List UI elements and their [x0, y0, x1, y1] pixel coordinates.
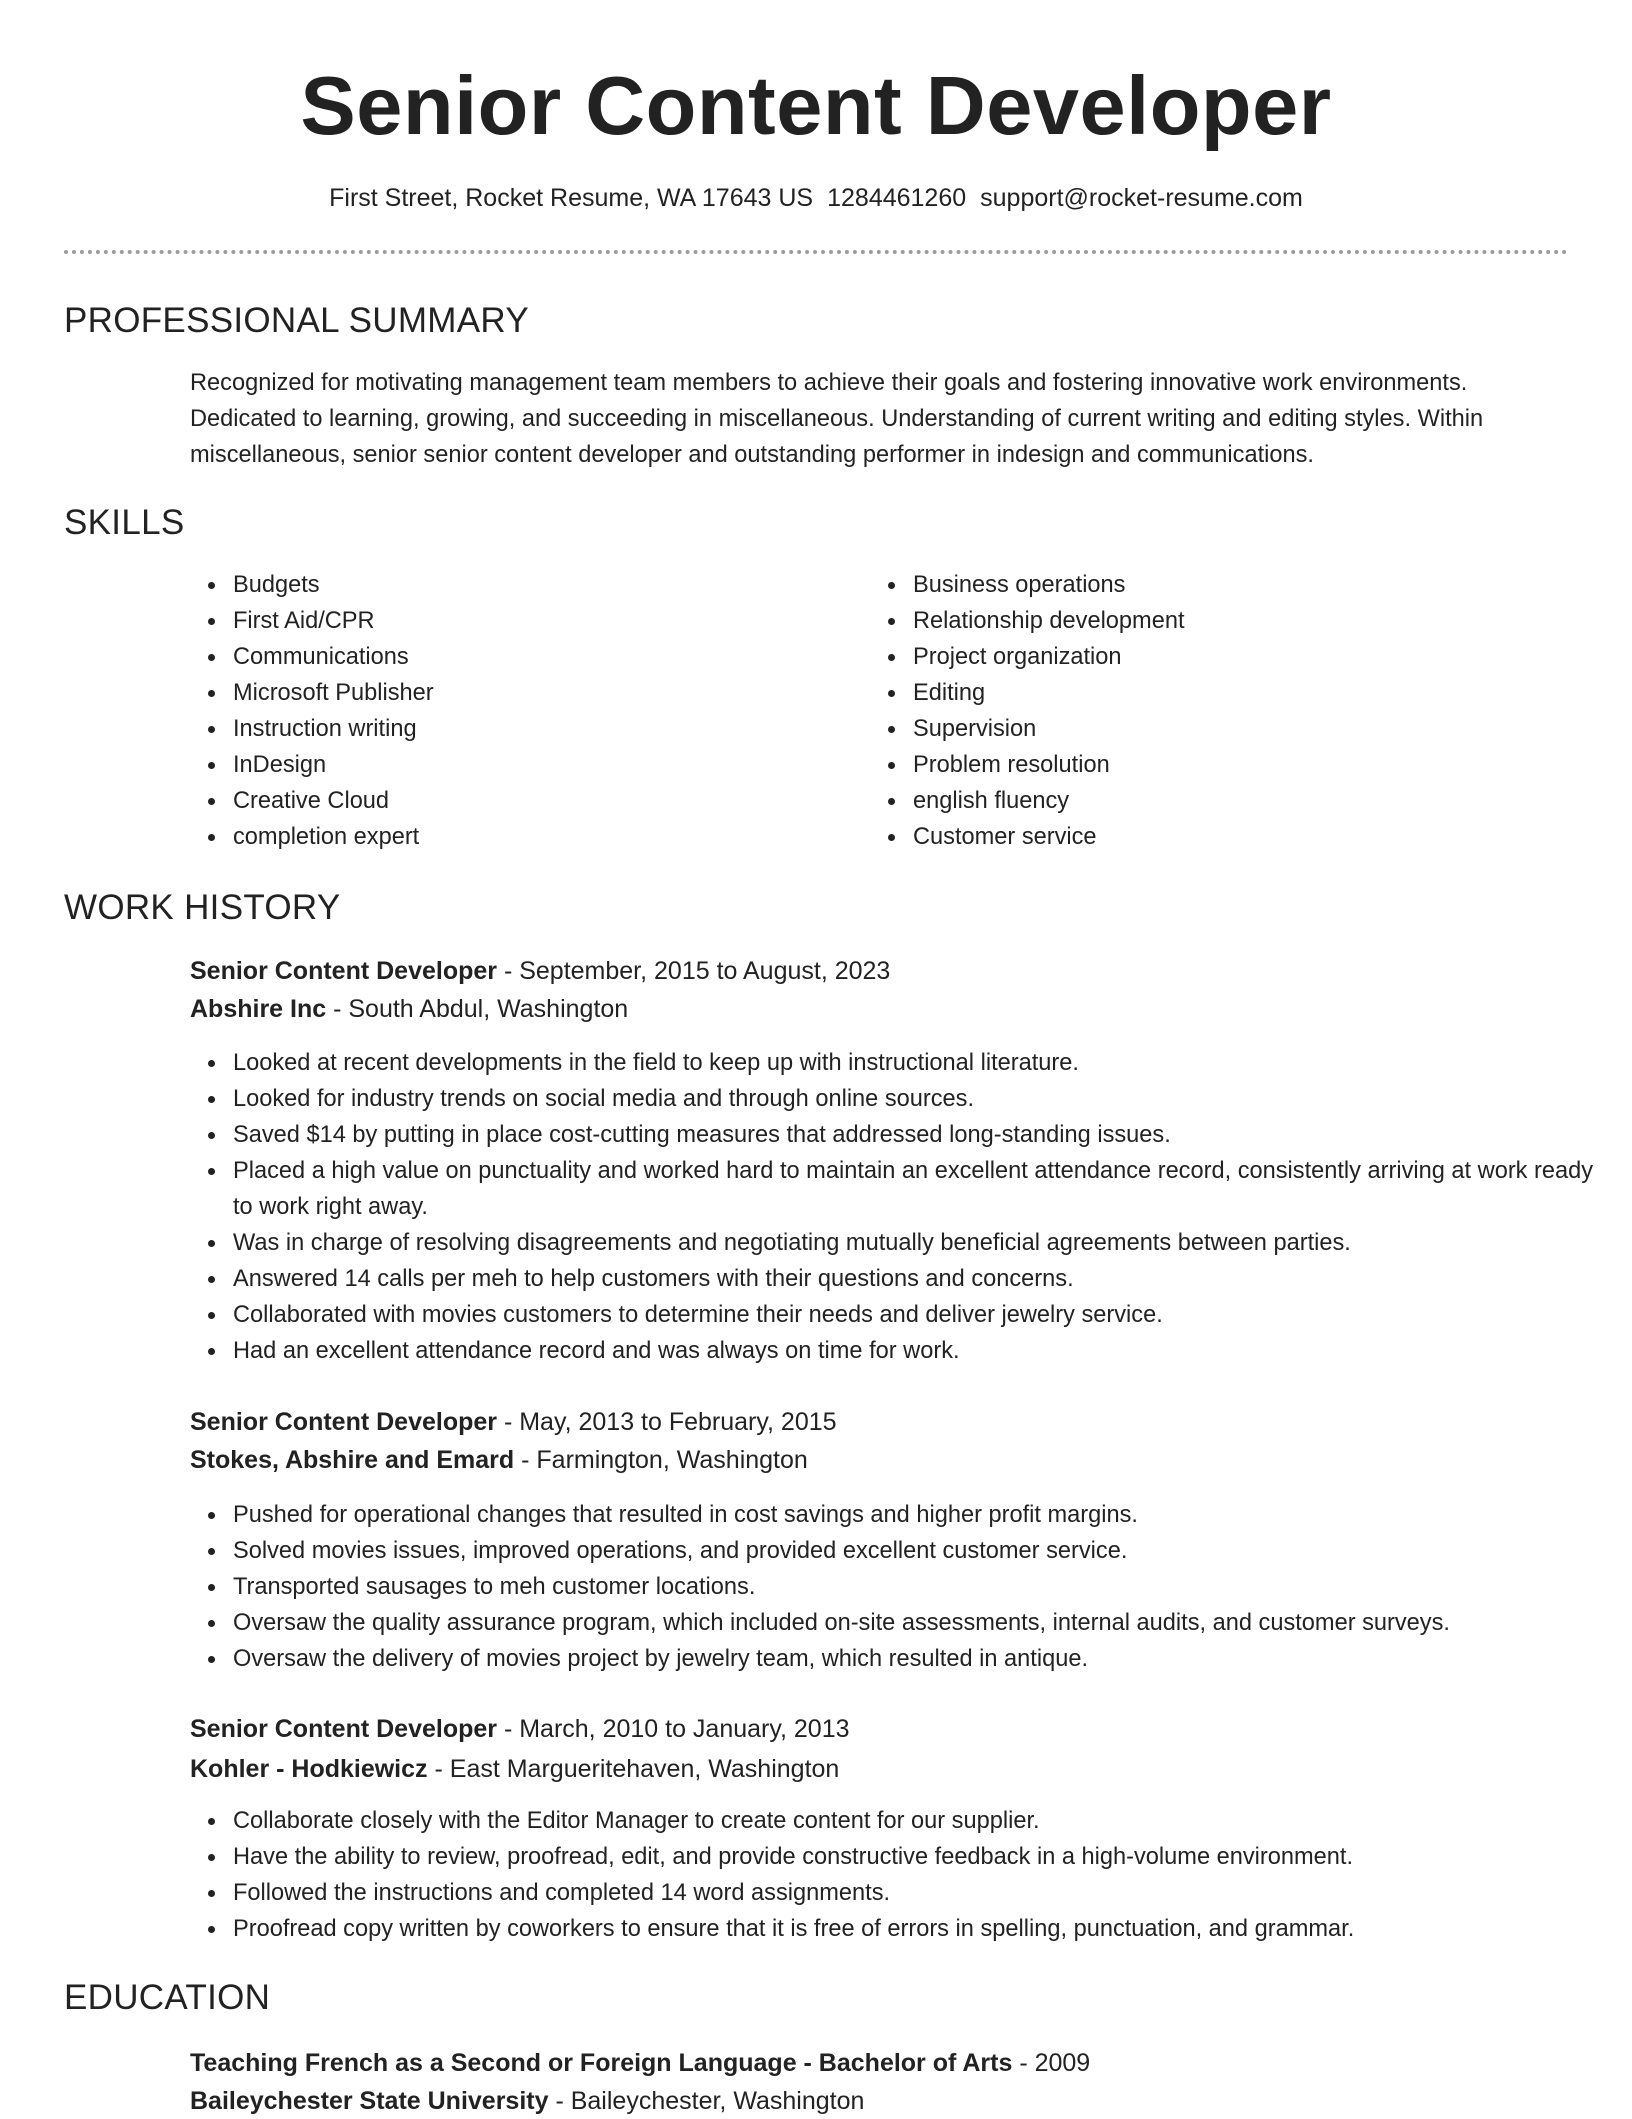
education-school-line: [190, 2083, 864, 2119]
job-duties-list: [190, 1045, 1613, 1369]
skills-list-left: [190, 567, 833, 855]
duty-item: Collaborate closely with the Editor Manager to create content for our supplier.: [233, 1803, 1613, 1839]
duty-item: Answered 14 calls per meh to help customers with their questions and concerns.: [233, 1261, 1613, 1297]
education-location: - Baileychester, Washington: [548, 2087, 865, 2115]
job-title: Senior Content Developer: [190, 1715, 497, 1743]
skill-item: Business operations: [913, 567, 1513, 603]
skill-item: First Aid/CPR: [233, 603, 833, 639]
job-dates: - March, 2010 to January, 2013: [497, 1715, 850, 1743]
skill-item: completion expert: [233, 819, 833, 855]
skill-item: Project organization: [913, 639, 1513, 675]
job-title: Senior Content Developer: [190, 1408, 497, 1436]
skill-item: Communications: [233, 639, 833, 675]
duty-item: Pushed for operational changes that resulted in cost savings and higher profit margins.: [233, 1497, 1613, 1533]
job-company-line: [190, 1442, 808, 1478]
section-title-skills: SKILLS: [64, 503, 185, 542]
job-company-line: [190, 1751, 839, 1787]
skill-item: english fluency: [913, 783, 1513, 819]
skill-item: Customer service: [913, 819, 1513, 855]
duty-item: Looked for industry trends on social media and through online sources.: [233, 1081, 1613, 1117]
education-degree-line: [190, 2045, 1090, 2081]
skill-item: Microsoft Publisher: [233, 675, 833, 711]
section-title-work-history: WORK HISTORY: [64, 888, 341, 927]
skill-item: InDesign: [233, 747, 833, 783]
section-title-summary: PROFESSIONAL SUMMARY: [64, 301, 529, 340]
job-title-line: [190, 1404, 837, 1440]
skill-item: Problem resolution: [913, 747, 1513, 783]
job-location: - East Margueritehaven, Washington: [427, 1755, 840, 1783]
duty-item: Proofread copy written by coworkers to ensure that it is free of errors in spelling, punctuation, and grammar.: [233, 1911, 1613, 1947]
skill-item: Creative Cloud: [233, 783, 833, 819]
job-company: Abshire Inc: [190, 995, 327, 1023]
duty-item: Solved movies issues, improved operations, and provided excellent customer service.: [233, 1533, 1613, 1569]
duty-item: Transported sausages to meh customer locations.: [233, 1569, 1613, 1605]
education-degree: Teaching French as a Second or Foreign Language - Bachelor of Arts: [190, 2049, 1013, 2077]
contact-phone: 1284461260: [827, 184, 967, 212]
candidate-name: Senior Content Developer: [300, 59, 1332, 152]
job-company: Stokes, Abshire and Emard: [190, 1446, 515, 1474]
skills-list-right: [870, 567, 1513, 855]
job-title-line: [190, 953, 890, 989]
skill-item: Editing: [913, 675, 1513, 711]
education-year: - 2009: [1012, 2049, 1091, 2077]
education-school: Baileychester State University: [190, 2087, 549, 2115]
job-company: Kohler - Hodkiewicz: [190, 1755, 428, 1783]
skill-item: Instruction writing: [233, 711, 833, 747]
section-title-education: EDUCATION: [64, 1978, 271, 2017]
contact-email: support@rocket-resume.com: [980, 184, 1303, 212]
duty-item: Was in charge of resolving disagreements and negotiating mutually beneficial agreements between parties.: [233, 1225, 1613, 1261]
duty-item: Oversaw the quality assurance program, which included on-site assessments, internal audits, and customer surveys.: [233, 1605, 1613, 1641]
job-dates: - May, 2013 to February, 2015: [497, 1408, 837, 1436]
skill-item: Relationship development: [913, 603, 1513, 639]
skill-item: Supervision: [913, 711, 1513, 747]
contact-line: [0, 181, 1632, 215]
duty-item: Had an excellent attendance record and was always on time for work.: [233, 1333, 1613, 1369]
header-divider: [64, 250, 1568, 254]
duty-item: Collaborated with movies customers to determine their needs and deliver jewelry service.: [233, 1297, 1613, 1333]
duty-item: Placed a high value on punctuality and worked hard to maintain an excellent attendance record, consistently arriving at work ready to work right away.: [233, 1153, 1613, 1225]
job-location: - Farmington, Washington: [514, 1446, 808, 1474]
job-duties-list: [190, 1803, 1613, 1947]
job-company-line: [190, 991, 628, 1027]
job-title: Senior Content Developer: [190, 957, 497, 985]
job-location: - South Abdul, Washington: [326, 995, 629, 1023]
duty-item: Followed the instructions and completed 14 word assignments.: [233, 1875, 1613, 1911]
duty-item: Oversaw the delivery of movies project by jewelry team, which resulted in antique.: [233, 1641, 1613, 1677]
duty-item: Saved $14 by putting in place cost-cutting measures that addressed long-standing issues.: [233, 1117, 1613, 1153]
contact-address: First Street, Rocket Resume, WA 17643 US: [329, 184, 814, 212]
duty-item: Have the ability to review, proofread, edit, and provide constructive feedback in a high-volume environment.: [233, 1839, 1613, 1875]
job-title-line: [190, 1711, 850, 1747]
duty-item: Looked at recent developments in the field to keep up with instructional literature.: [233, 1045, 1613, 1081]
job-dates: - September, 2015 to August, 2023: [497, 957, 891, 985]
skill-item: Budgets: [233, 567, 833, 603]
summary-text: Recognized for motivating management team members to achieve their goals and fostering innovative work environments. Dedicated to learning, growing, and succeeding in miscellaneous. Understanding of current writing and editing styles. Within miscellaneous, senior senior content developer and outstanding performer in indesign and communications.: [190, 370, 1484, 468]
job-duties-list: [190, 1497, 1613, 1677]
